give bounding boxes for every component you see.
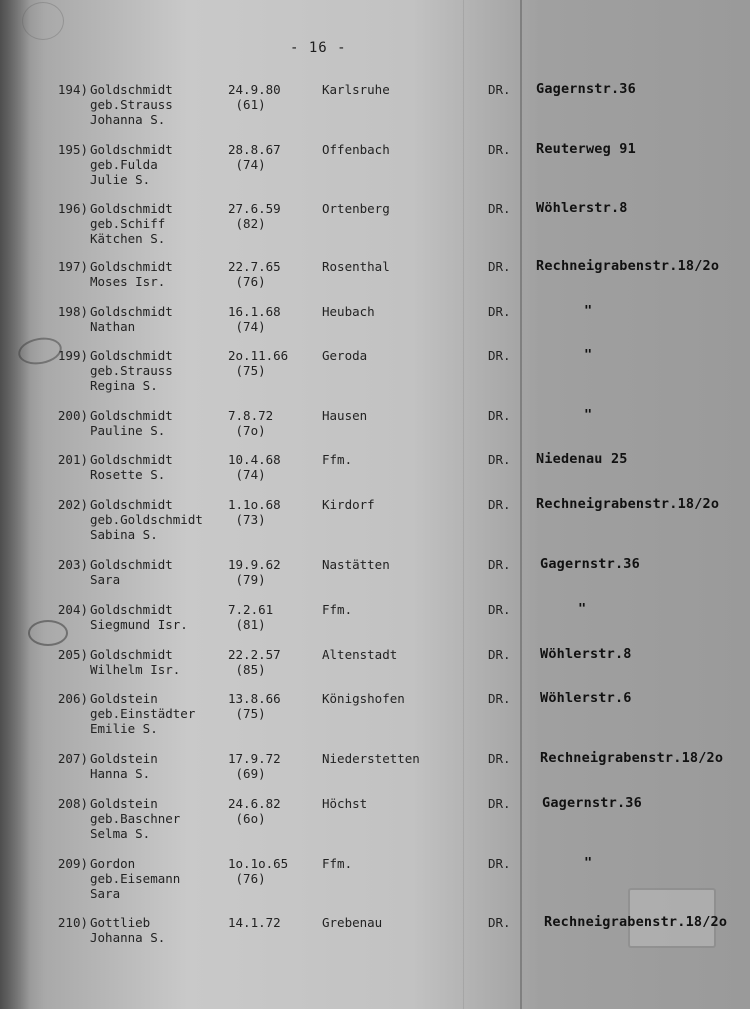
entry-dr: DR. <box>488 796 511 811</box>
entry-dr: DR. <box>488 497 511 512</box>
entry-birthdate: 28.8.67 (74) <box>228 142 281 172</box>
entry-birthplace: Ortenberg <box>322 201 390 216</box>
entry-birthdate: 2o.11.66 (75) <box>228 348 289 378</box>
entry-address: " <box>584 347 593 363</box>
entry-address: Gagernstr.36 <box>542 795 642 811</box>
entry-birthplace: Ffm. <box>322 452 353 467</box>
entry-birthdate: 14.1.72 <box>228 915 281 930</box>
entry-name: Goldschmidt Sara <box>90 557 173 587</box>
entry-address: Rechneigrabenstr.18/2o <box>536 258 720 274</box>
entry-number: 208) <box>57 796 88 811</box>
entry-dr: DR. <box>488 142 511 157</box>
entry-dr: DR. <box>488 691 511 706</box>
entry-name: Goldschmidt geb.Schiff Kätchen S. <box>90 201 173 246</box>
entry-birthdate: 17.9.72 (69) <box>228 751 281 781</box>
page-number: - 16 - <box>290 40 347 56</box>
entry-address: " <box>584 303 593 319</box>
entry-birthplace: Heubach <box>322 304 375 319</box>
entry-name: Goldschmidt Rosette S. <box>90 452 173 482</box>
entry-birthplace: Ffm. <box>322 856 353 871</box>
entry-name: Goldschmidt Siegmund Isr. <box>90 602 188 632</box>
entry-number: 206) <box>57 691 88 706</box>
entry-dr: DR. <box>488 647 511 662</box>
entry-dr: DR. <box>488 82 511 97</box>
entry-dr: DR. <box>488 304 511 319</box>
entry-birthdate: 19.9.62 (79) <box>228 557 281 587</box>
entry-address: Rechneigrabenstr.18/2o <box>544 914 728 930</box>
entry-birthplace: Grebenau <box>322 915 383 930</box>
entry-number: 201) <box>57 452 88 467</box>
entry-dr: DR. <box>488 602 511 617</box>
entry-number: 203) <box>57 557 88 572</box>
entry-number: 210) <box>57 915 88 930</box>
page-crease <box>463 0 464 1009</box>
entry-birthdate: 16.1.68 (74) <box>228 304 281 334</box>
entry-number: 196) <box>57 201 88 216</box>
entry-dr: DR. <box>488 751 511 766</box>
entry-address: Rechneigrabenstr.18/2o <box>540 750 724 766</box>
entry-number: 195) <box>57 142 88 157</box>
entry-address: " <box>584 855 593 871</box>
entry-number: 200) <box>57 408 88 423</box>
entry-dr: DR. <box>488 259 511 274</box>
entry-number: 199) <box>57 348 88 363</box>
entry-dr: DR. <box>488 856 511 871</box>
entry-name: Goldschmidt geb.Goldschmidt Sabina S. <box>90 497 203 542</box>
entry-dr: DR. <box>488 915 511 930</box>
entry-address: " <box>578 601 587 617</box>
entry-address: Wöhlerstr.8 <box>536 200 628 216</box>
entry-name: Goldschmidt Pauline S. <box>90 408 173 438</box>
entry-dr: DR. <box>488 408 511 423</box>
entry-name: Gottlieb Johanna S. <box>90 915 166 945</box>
entry-dr: DR. <box>488 348 511 363</box>
entry-birthplace: Rosenthal <box>322 259 390 274</box>
entry-birthdate: 7.2.61 (81) <box>228 602 274 632</box>
entry-number: 204) <box>57 602 88 617</box>
entry-name: Goldschmidt Nathan <box>90 304 173 334</box>
entry-birthplace: Karlsruhe <box>322 82 390 97</box>
entry-birthdate: 1.1o.68 (73) <box>228 497 281 527</box>
entry-number: 205) <box>57 647 88 662</box>
entry-birthplace: Hausen <box>322 408 368 423</box>
entry-birthdate: 13.8.66 (75) <box>228 691 281 721</box>
entry-birthdate: 7.8.72 (7o) <box>228 408 274 438</box>
entry-birthplace: Nastätten <box>322 557 390 572</box>
entry-dr: DR. <box>488 452 511 467</box>
entry-address: Niedenau 25 <box>536 451 628 467</box>
entry-birthplace: Ffm. <box>322 602 353 617</box>
entry-birthplace: Niederstetten <box>322 751 420 766</box>
entry-birthdate: 24.9.80 (61) <box>228 82 281 112</box>
entry-name: Goldschmidt geb.Strauss Johanna S. <box>90 82 173 127</box>
entry-birthdate: 22.7.65 (76) <box>228 259 281 289</box>
entry-name: Goldstein geb.Einstädter Emilie S. <box>90 691 196 736</box>
entry-name: Goldschmidt Wilhelm Isr. <box>90 647 181 677</box>
entry-name: Goldschmidt Moses Isr. <box>90 259 173 289</box>
entry-number: 197) <box>57 259 88 274</box>
entry-birthplace: Geroda <box>322 348 368 363</box>
entry-number: 198) <box>57 304 88 319</box>
entry-birthplace: Höchst <box>322 796 368 811</box>
entry-birthplace: Kirdorf <box>322 497 375 512</box>
entry-address: Wöhlerstr.6 <box>540 690 632 706</box>
entry-birthdate: 27.6.59 (82) <box>228 201 281 231</box>
entry-birthdate: 24.6.82 (6o) <box>228 796 281 826</box>
entry-birthplace: Altenstadt <box>322 647 398 662</box>
entry-dr: DR. <box>488 201 511 216</box>
entry-birthplace: Königshofen <box>322 691 405 706</box>
entry-number: 207) <box>57 751 88 766</box>
page-fold-line <box>520 0 522 1009</box>
entry-birthdate: 1o.1o.65 (76) <box>228 856 289 886</box>
entry-number: 209) <box>57 856 88 871</box>
faded-stamp-circle <box>22 2 64 40</box>
entry-address: " <box>584 407 593 423</box>
entry-birthplace: Offenbach <box>322 142 390 157</box>
entry-name: Goldschmidt geb.Strauss Regina S. <box>90 348 173 393</box>
entry-address: Gagernstr.36 <box>540 556 640 572</box>
entry-number: 194) <box>57 82 88 97</box>
entry-name: Goldschmidt geb.Fulda Julie S. <box>90 142 173 187</box>
entry-birthdate: 10.4.68 (74) <box>228 452 281 482</box>
entry-number: 202) <box>57 497 88 512</box>
entry-dr: DR. <box>488 557 511 572</box>
entry-birthdate: 22.2.57 (85) <box>228 647 281 677</box>
entry-name: Goldstein Hanna S. <box>90 751 158 781</box>
entry-address: Gagernstr.36 <box>536 81 636 97</box>
entry-address: Rechneigrabenstr.18/2o <box>536 496 720 512</box>
entry-address: Reuterweg 91 <box>536 141 636 157</box>
entry-address: Wöhlerstr.8 <box>540 646 632 662</box>
entry-name: Goldstein geb.Baschner Selma S. <box>90 796 181 841</box>
entry-name: Gordon geb.Eisemann Sara <box>90 856 181 901</box>
ink-blot <box>28 620 68 646</box>
